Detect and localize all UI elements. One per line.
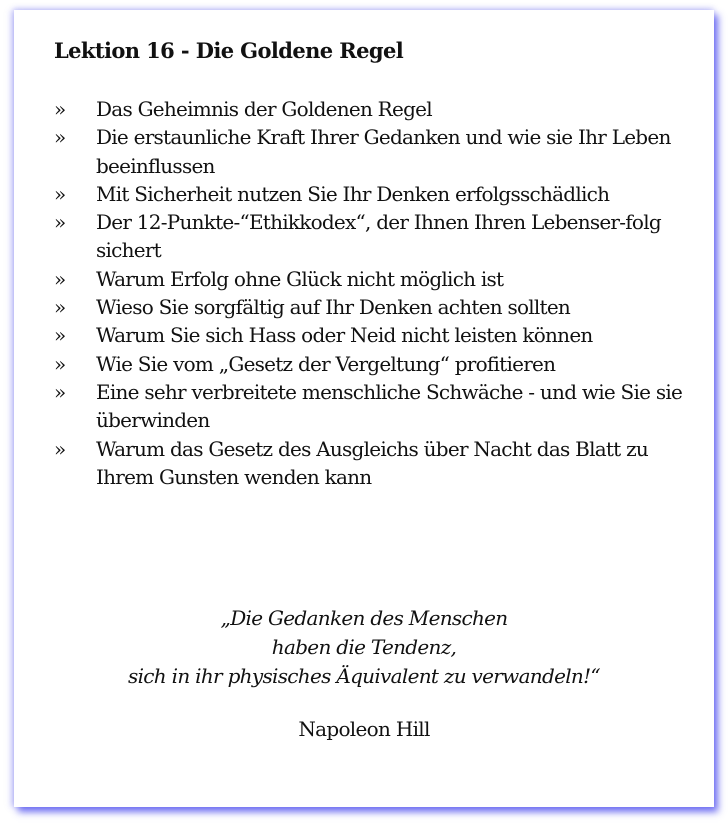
list-item (54, 123, 694, 180)
list-item-text: Warum Sie sich Hass oder Neid nicht leisten können (96, 323, 593, 348)
list-item (54, 435, 694, 492)
quote (14, 604, 714, 691)
list-item (54, 95, 694, 123)
bullet-icon: » (54, 351, 66, 376)
bullet-icon: » (54, 97, 66, 121)
bullet-icon: » (54, 379, 66, 404)
bullet-icon: » (54, 210, 66, 235)
list-item (54, 350, 694, 378)
topic-list (54, 95, 694, 491)
quote-line: haben die Tendenz, (271, 635, 457, 659)
list-item (54, 293, 694, 321)
list-item-text: Das Geheimnis der Goldenen Regel (96, 97, 432, 121)
list-item-text: Warum das Gesetz des Ausgleichs über Nacht das Blatt zu Ihrem Gunsten wenden kann (96, 436, 648, 489)
quote-line: „Die Gedanken des Menschen (220, 606, 508, 630)
list-item-text: Der 12-Punkte-“Ethikkodex“, der Ihnen Ihren Lebenser-folg sichert (96, 210, 661, 263)
list-item-text: Wieso Sie sorgfältig auf Ihr Denken achten sollten (96, 295, 571, 320)
lesson-title: Lektion 16 - Die Goldene Regel (54, 38, 404, 63)
list-item (54, 208, 694, 265)
bullet-icon: » (54, 181, 66, 206)
list-item-text: Warum Erfolg ohne Glück nicht möglich ist (96, 266, 504, 291)
bullet-icon: » (54, 295, 66, 320)
bullet-icon: » (54, 323, 66, 348)
bullet-icon: » (54, 266, 66, 291)
list-item (54, 321, 694, 349)
quote-line: sich in ihr physisches Äquivalent zu verwandeln!“ (128, 664, 600, 688)
list-item-text: Die erstaunliche Kraft Ihrer Gedanken und wie sie Ihr Leben beeinflussen (96, 125, 671, 178)
list-item (54, 180, 694, 208)
bullet-icon: » (54, 125, 66, 150)
list-item (54, 265, 694, 293)
bullet-icon: » (54, 436, 66, 461)
list-item-text: Mit Sicherheit nutzen Sie Ihr Denken erfolgsschädlich (96, 181, 610, 206)
list-item-text: Eine sehr verbreitete menschliche Schwäche - und wie Sie sie überwinden (96, 379, 683, 433)
list-item (54, 378, 694, 435)
document-page (14, 10, 714, 807)
quote-author: Napoleon Hill (298, 717, 430, 741)
list-item-text: Wie Sie vom „Gesetz der Vergeltung“ profitieren (96, 351, 556, 376)
